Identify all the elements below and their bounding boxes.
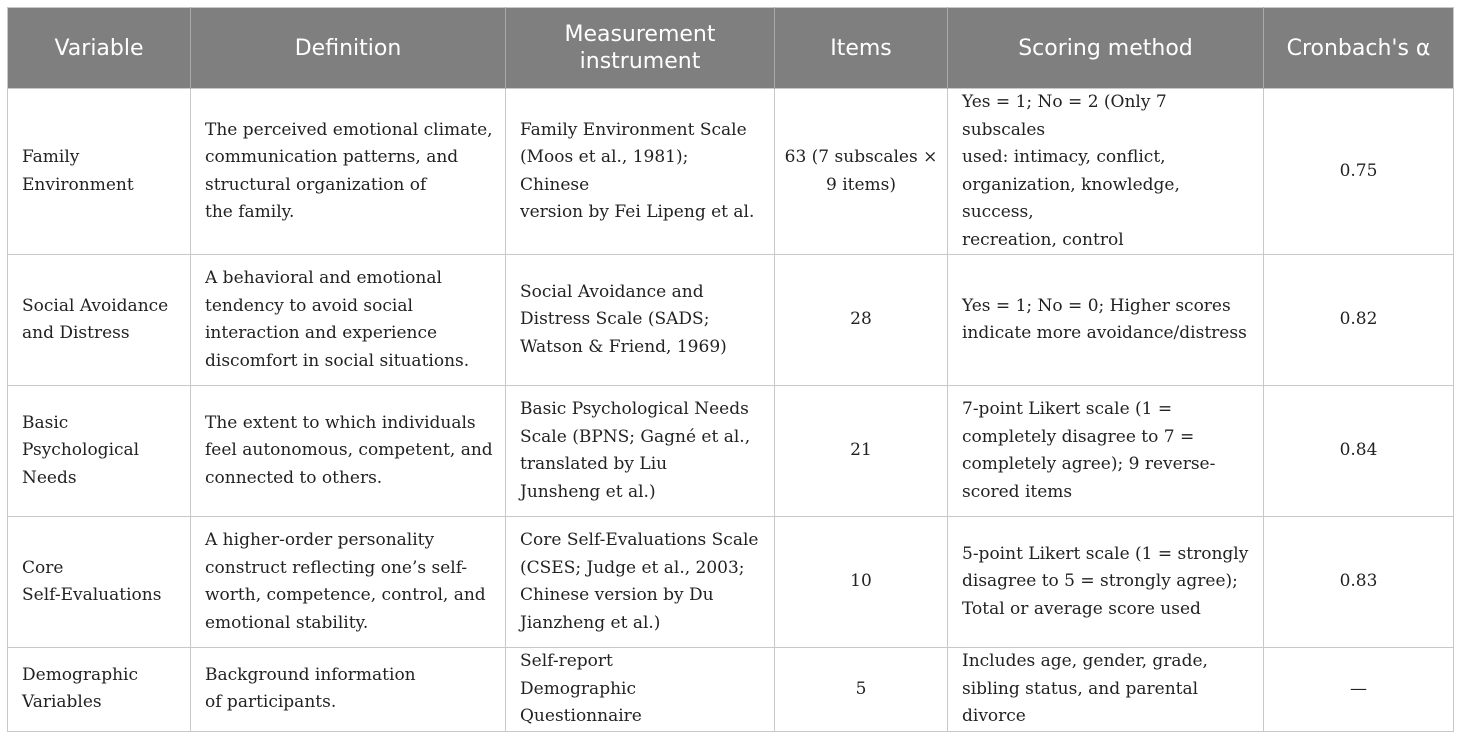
cell-definition: The perceived emotional climate, communication patterns, and structural organization of the family. bbox=[191, 89, 506, 255]
cell-alpha: — bbox=[1264, 648, 1454, 732]
cell-variable: Demographic Variables bbox=[8, 648, 191, 732]
cell-variable: Social Avoidance and Distress bbox=[8, 255, 191, 386]
header-items: Items bbox=[775, 8, 948, 89]
cell-alpha: 0.82 bbox=[1264, 255, 1454, 386]
cell-alpha: 0.83 bbox=[1264, 517, 1454, 648]
cell-scoring: 5-point Likert scale (1 = strongly disagree to 5 = strongly agree); Total or average score used bbox=[948, 517, 1264, 648]
header-scoring-method: Scoring method bbox=[948, 8, 1264, 89]
cell-variable: Family Environment bbox=[8, 89, 191, 255]
cell-variable: Core Self-Evaluations bbox=[8, 517, 191, 648]
table-row bbox=[8, 255, 1454, 386]
measures-table bbox=[7, 7, 1454, 732]
cell-items: 28 bbox=[775, 255, 948, 386]
header-cronbach-alpha: Cronbach's α bbox=[1264, 8, 1454, 89]
cell-items: 5 bbox=[775, 648, 948, 732]
cell-definition: Background information of participants. bbox=[191, 648, 506, 732]
cell-variable: Basic Psychological Needs bbox=[8, 386, 191, 517]
cell-items: 10 bbox=[775, 517, 948, 648]
header-definition: Definition bbox=[191, 8, 506, 89]
header-measurement-instrument: Measurement instrument bbox=[506, 8, 775, 89]
header-variable: Variable bbox=[8, 8, 191, 89]
cell-items: 63 (7 subscales × 9 items) bbox=[775, 89, 948, 255]
table-row bbox=[8, 89, 1454, 255]
cell-instrument: Self-report Demographic Questionnaire bbox=[506, 648, 775, 732]
cell-alpha: 0.84 bbox=[1264, 386, 1454, 517]
header-row bbox=[8, 8, 1454, 89]
cell-scoring: Includes age, gender, grade, sibling status, and parental divorce bbox=[948, 648, 1264, 732]
cell-scoring: 7-point Likert scale (1 = completely disagree to 7 = completely agree); 9 reverse- scored items bbox=[948, 386, 1264, 517]
cell-definition: The extent to which individuals feel autonomous, competent, and connected to others. bbox=[191, 386, 506, 517]
cell-instrument: Family Environment Scale (Moos et al., 1981); Chinese version by Fei Lipeng et al. bbox=[506, 89, 775, 255]
table-row bbox=[8, 386, 1454, 517]
cell-alpha: 0.75 bbox=[1264, 89, 1454, 255]
cell-instrument: Core Self-Evaluations Scale (CSES; Judge et al., 2003; Chinese version by Du Jianzheng et al.) bbox=[506, 517, 775, 648]
cell-definition: A behavioral and emotional tendency to avoid social interaction and experience discomfort in social situations. bbox=[191, 255, 506, 386]
cell-instrument: Basic Psychological Needs Scale (BPNS; Gagné et al., translated by Liu Junsheng et al.) bbox=[506, 386, 775, 517]
cell-scoring: Yes = 1; No = 0; Higher scores indicate more avoidance/distress bbox=[948, 255, 1264, 386]
cell-instrument: Social Avoidance and Distress Scale (SADS; Watson & Friend, 1969) bbox=[506, 255, 775, 386]
cell-scoring: Yes = 1; No = 2 (Only 7 subscales used: intimacy, conflict, organization, knowledge, success, recreation, control bbox=[948, 89, 1264, 255]
cell-items: 21 bbox=[775, 386, 948, 517]
table-row bbox=[8, 648, 1454, 732]
table-row bbox=[8, 517, 1454, 648]
cell-definition: A higher-order personality construct reflecting one’s self- worth, competence, control, and emotional stability. bbox=[191, 517, 506, 648]
